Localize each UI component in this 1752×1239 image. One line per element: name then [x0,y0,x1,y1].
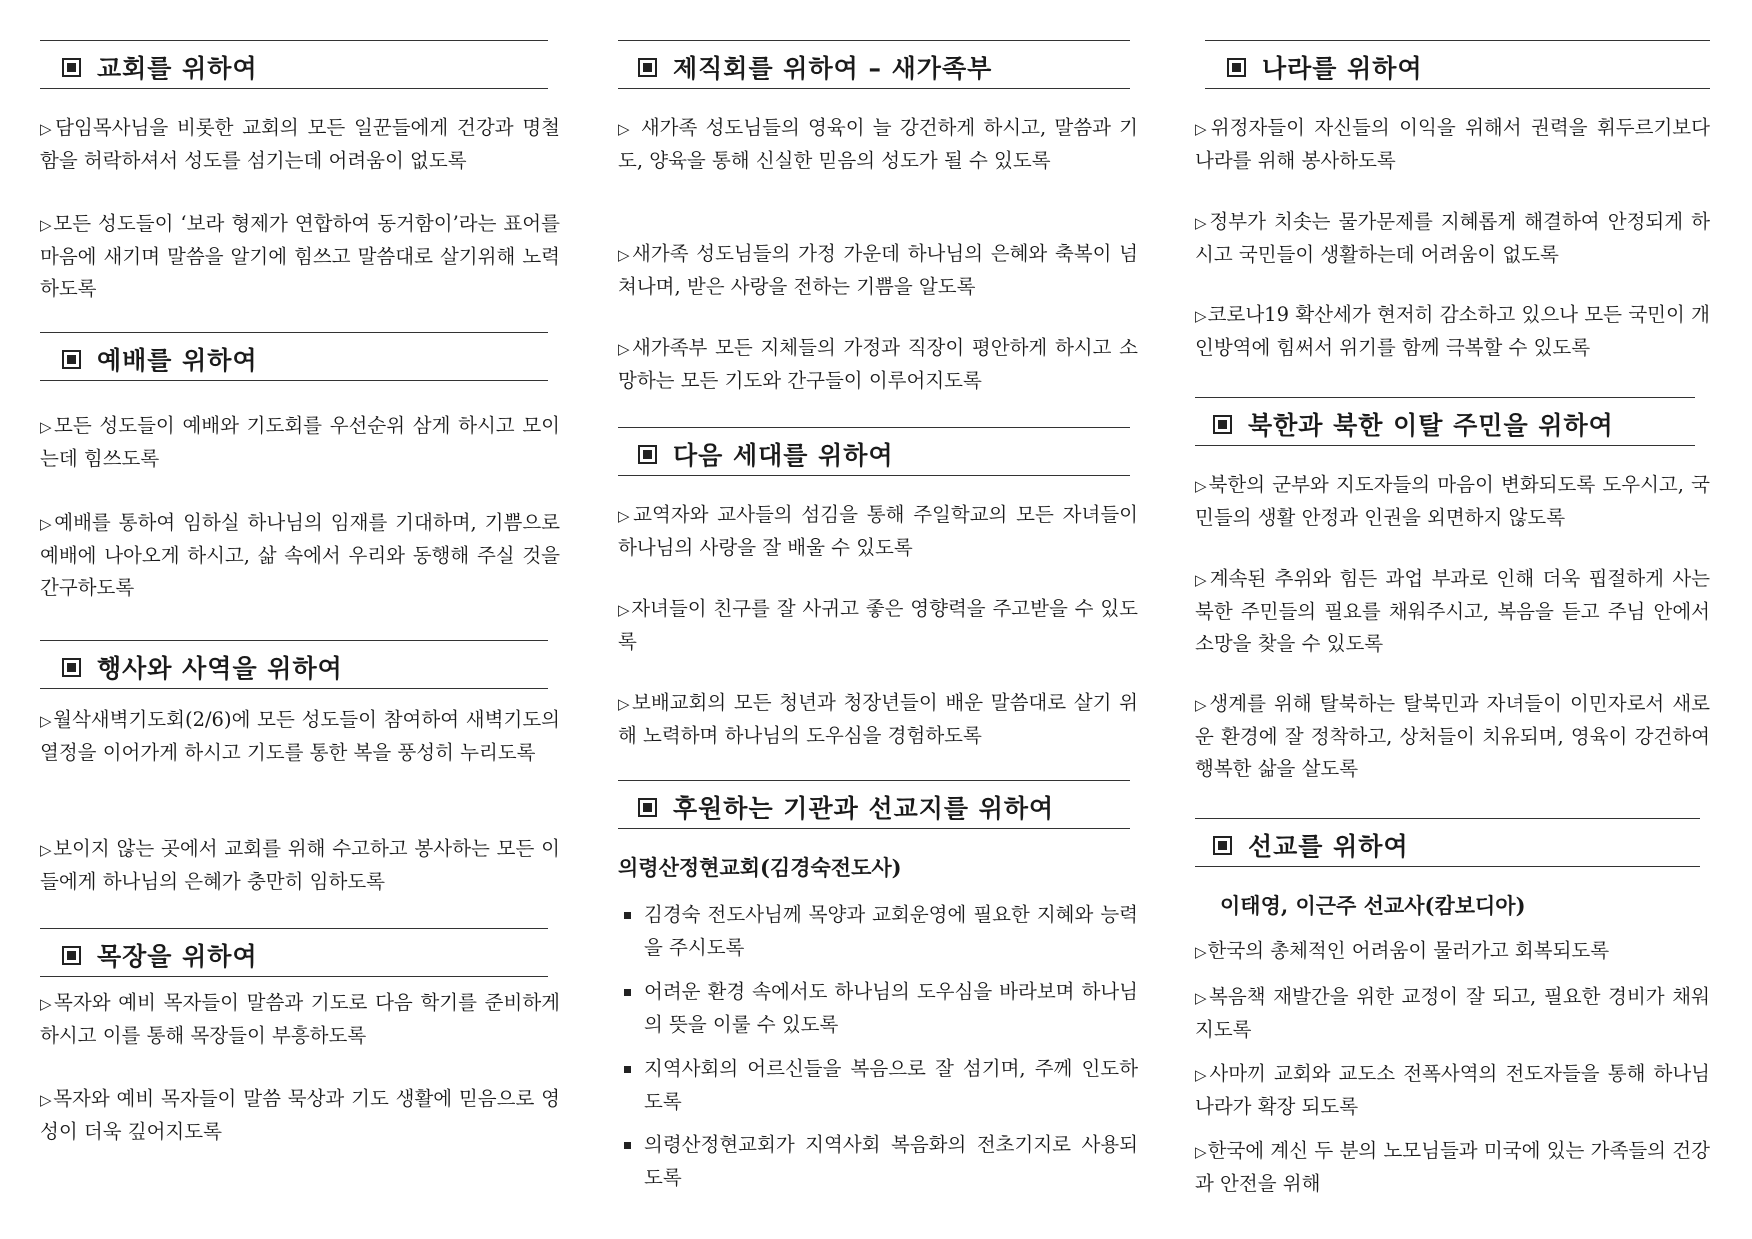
triangle-bullet-icon: ▷ [618,507,633,525]
square-bullet-icon [62,658,81,677]
triangle-bullet-icon: ▷ [1195,571,1209,589]
list-item: ▷교역자와 교사들의 섬김을 통해 주일학교의 모든 자녀들이 하나님의 사랑을 잘 배울 수 있도록 [618,503,1138,559]
triangle-bullet-icon: ▷ [1195,1143,1207,1161]
triangle-bullet-icon: ▷ [618,340,632,358]
triangle-bullet-icon: ▷ [1195,477,1208,495]
square-bullet-icon [62,350,81,369]
mission-subheading: 이태영, 이근주 선교사(캄보디아) [1220,893,1526,918]
square-bullet-icon [638,58,657,77]
triangle-bullet-icon: ▷ [40,418,54,436]
list-item: ▷복음책 재발간을 위한 교정이 잘 되고, 필요한 경비가 채워지도록 [1195,985,1710,1041]
section-title: 나라를 위하여 [1262,54,1423,83]
section-mission-header [1195,818,1700,867]
triangle-bullet-icon: ▷ [40,712,53,730]
triangle-bullet-icon: ▷ [1195,214,1209,232]
square-bullet-icon [624,912,631,919]
list-item: ▷한국의 총체적인 어려움이 물러가고 회복되도록 [1195,939,1610,962]
square-bullet-icon [62,58,81,77]
list-item: ▷사마끼 교회와 교도소 전폭사역의 전도자들을 통해 하나님 나라가 확장 되도록 [1195,1062,1710,1118]
section-title: 다음 세대를 위하여 [673,441,894,470]
triangle-bullet-icon: ▷ [1195,1066,1209,1084]
square-bullet-icon [638,445,657,464]
list-item: ▷정부가 치솟는 물가문제를 지혜롭게 해결하여 안정되게 하시고 국민들이 생활하는데 어려움이 없도록 [1195,210,1710,266]
square-bullet-icon [1213,415,1232,434]
section-title: 후원하는 기관과 선교지를 위하여 [673,794,1055,823]
section-church-header [40,40,548,89]
list-item: ▷생계를 위해 탈북하는 탈북민과 자녀들이 이민자로서 새로운 환경에 잘 정착하고, 상처들이 치유되며, 영육이 강건하여 행복한 삶을 살도록 [1195,692,1710,780]
square-bullet-icon [62,946,81,965]
square-bullet-icon [624,989,631,996]
list-item: ▷코로나19 확산세가 현저히 감소하고 있으나 모든 국민이 개인방역에 힘써서 위기를 함께 극복할 수 있도록 [1195,303,1710,359]
list-item: ▷모든 성도들이 예배와 기도회를 우선순위 삼게 하시고 모이는데 힘쓰도록 [40,414,560,470]
triangle-bullet-icon: ▷ [618,601,631,619]
square-bullet-icon [1213,836,1232,855]
section-title: 목장을 위하여 [97,942,258,971]
triangle-bullet-icon: ▷ [40,841,53,859]
section-nation-header [1205,40,1710,89]
list-item: ▷목자와 예비 목자들이 말씀과 기도로 다음 학기를 준비하게 하시고 이를 통해 목장들이 부흥하도록 [40,991,560,1047]
list-item: 지역사회의 어르신들을 복음으로 잘 섬기며, 주께 인도하도록 [618,1052,1138,1118]
triangle-bullet-icon: ▷ [40,995,54,1013]
list-item: ▷새가족부 모든 지체들의 가정과 직장이 평안하게 하시고 소망하는 모든 기도와 간구들이 이루어지도록 [618,336,1138,392]
list-item: ▷계속된 추위와 힘든 과업 부과로 인해 더욱 핍절하게 사는 북한 주민들의 필요를 채워주시고, 복음을 듣고 주님 안에서 소망을 찾을 수 있도록 [1195,567,1710,655]
list-item: ▷모든 성도들이 ‘보라 형제가 연합하여 동거함이’라는 표어를 마음에 새기며 말씀을 알기에 힘쓰고 말씀대로 살기위해 노력하도록 [40,212,560,300]
triangle-bullet-icon: ▷ [618,120,632,138]
square-bullet-icon [1227,58,1246,77]
list-item: 어려운 환경 속에서도 하나님의 도우심을 바라보며 하나님의 뜻을 이룰 수 있도록 [618,975,1138,1041]
list-item: ▷보이지 않는 곳에서 교회를 위해 수고하고 봉사하는 모든 이들에게 하나님의 은혜가 충만히 임하도록 [40,837,560,893]
triangle-bullet-icon: ▷ [1195,307,1207,325]
section-events-header [40,640,548,689]
triangle-bullet-icon: ▷ [40,1091,53,1109]
square-bullet-icon [624,1142,631,1149]
triangle-bullet-icon: ▷ [1195,120,1210,138]
section-title: 행사와 사역을 위하여 [97,654,343,683]
triangle-bullet-icon: ▷ [618,246,632,264]
list-item: ▷보배교회의 모든 청년과 청장년들이 배운 말씀대로 살기 위해 노력하며 하나님의 도우심을 경험하도록 [618,691,1138,747]
section-title: 예배를 위하여 [97,346,258,375]
list-item: ▷ 새가족 성도님들의 영육이 늘 강건하게 하시고, 말씀과 기도, 양육을 통해 신실한 믿음의 성도가 될 수 있도록 [618,116,1138,172]
triangle-bullet-icon: ▷ [1195,989,1209,1007]
section-worship-header [40,332,548,381]
triangle-bullet-icon: ▷ [40,515,54,533]
section-support-header [618,780,1130,829]
list-item: ▷담임목사님을 비롯한 교회의 모든 일꾼들에게 건강과 명철함을 허락하셔서 성도를 섬기는데 어려움이 없도록 [40,116,560,172]
list-item: ▷월삭새벽기도회(2/6)에 모든 성도들이 참여하여 새벽기도의 열정을 이어가게 하시고 기도를 통한 복을 풍성히 누리도록 [40,708,560,764]
triangle-bullet-icon: ▷ [40,216,53,234]
list-item: ▷한국에 계신 두 분의 노모님들과 미국에 있는 가족들의 건강과 안전을 위해 [1195,1139,1710,1195]
section-next-gen-header [618,427,1130,476]
list-item: 김경숙 전도사님께 목양과 교회운영에 필요한 지혜와 능력을 주시도록 [618,898,1138,964]
section-title: 제직회를 위하여 – 새가족부 [673,54,993,83]
section-north-korea-header [1195,397,1695,446]
triangle-bullet-icon: ▷ [1195,943,1207,961]
section-title: 선교를 위하여 [1248,832,1409,861]
section-council-header [618,40,1130,89]
list-item: 의령산정현교회가 지역사회 복음화의 전초기지로 사용되도록 [618,1128,1138,1194]
section-title: 북한과 북한 이탈 주민을 위하여 [1248,411,1614,440]
list-item: ▷예배를 통하여 임하실 하나님의 임재를 기대하며, 기쁨으로 예배에 나아오게 하시고, 삶 속에서 우리와 동행해 주실 것을 간구하도록 [40,511,560,599]
square-bullet-icon [638,798,657,817]
list-item: ▷목자와 예비 목자들이 말씀 묵상과 기도 생활에 믿음으로 영성이 더욱 깊어지도록 [40,1087,560,1143]
list-item: ▷새가족 성도님들의 가정 가운데 하나님의 은혜와 축복이 넘쳐나며, 받은 사랑을 전하는 기쁨을 알도록 [618,242,1138,298]
list-item: ▷자녀들이 친구를 잘 사귀고 좋은 영향력을 주고받을 수 있도록 [618,597,1138,653]
support-subheading: 의령산정현교회(김경숙전도사) [618,855,902,880]
section-pastor-header [40,928,548,977]
triangle-bullet-icon: ▷ [40,120,55,138]
triangle-bullet-icon: ▷ [618,695,632,713]
list-item: ▷위정자들이 자신들의 이익을 위해서 권력을 휘두르기보다 나라를 위해 봉사하도록 [1195,116,1710,172]
list-item: ▷북한의 군부와 지도자들의 마음이 변화되도록 도우시고, 국민들의 생활 안정과 인권을 외면하지 않도록 [1195,473,1710,529]
section-title: 교회를 위하여 [97,54,258,83]
triangle-bullet-icon: ▷ [1195,696,1209,714]
square-bullet-icon [624,1066,631,1073]
